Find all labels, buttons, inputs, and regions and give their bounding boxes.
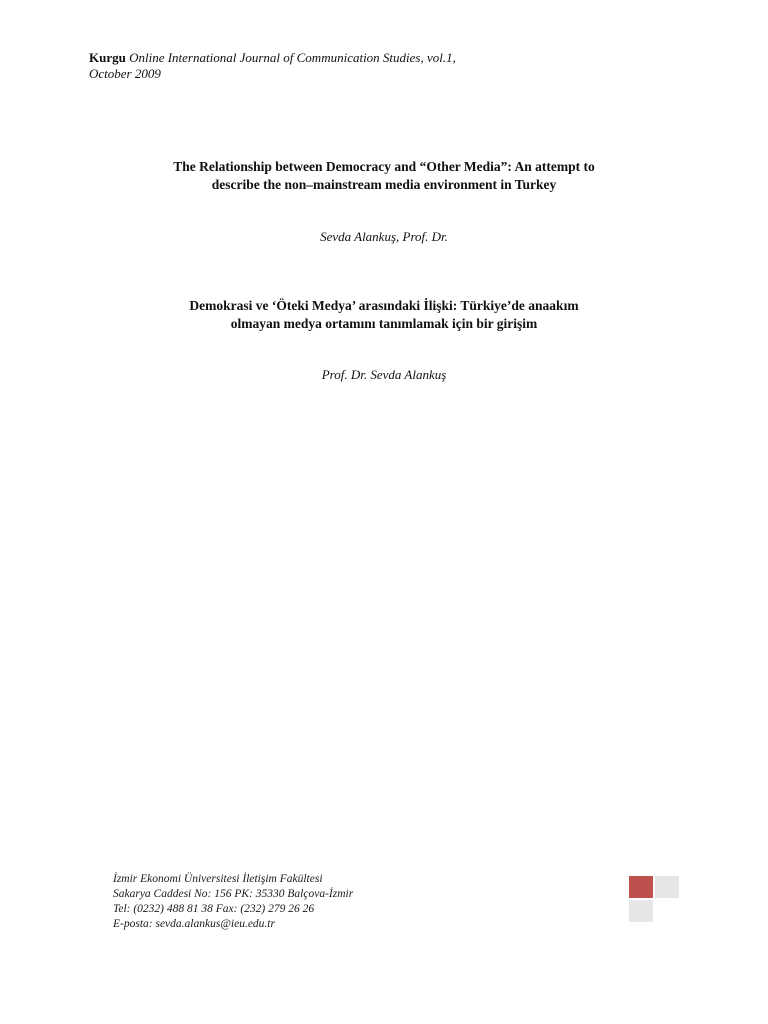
turkish-title-line-2: olmayan medya ortamını tanımlamak için bir girişim xyxy=(230,316,538,331)
turkish-author: Prof. Dr. Sevda Alankuş xyxy=(321,367,447,382)
english-title xyxy=(100,158,668,194)
footer-email: E-posta: sevda.alankus@ieu.edu.tr xyxy=(113,918,275,930)
english-title-line-1: The Relationship between Democracy and “Other Media”: An attempt to xyxy=(173,159,595,174)
footer-phone: Tel: (0232) 488 81 38 Fax: (232) 279 26 26 xyxy=(113,903,315,915)
english-title-line-2: describe the non–mainstream media environment in Turkey xyxy=(211,177,557,192)
english-author: Sevda Alankuş, Prof. Dr. xyxy=(320,229,448,244)
logo-gray-square-bottom xyxy=(629,900,653,922)
journal-header xyxy=(89,50,549,82)
journal-line: Online International Journal of Communication Studies, vol.1, xyxy=(129,50,456,65)
footer-street: Sakarya Caddesi No: 156 PK: 35330 Balçova-İzmir xyxy=(113,888,354,900)
footer-address xyxy=(113,872,533,932)
logo-gray-square-right xyxy=(655,876,679,898)
turkish-title xyxy=(100,297,668,333)
university-logo-icon xyxy=(629,876,679,924)
logo-red-square xyxy=(629,876,653,898)
turkish-title-line-1: Demokrasi ve ‘Öteki Medya’ arasındaki İlişki: Türkiye’de anaakım xyxy=(189,298,579,313)
journal-brand: Kurgu xyxy=(89,50,126,65)
footer-institution: İzmir Ekonomi Üniversitesi İletişim Fakültesi xyxy=(113,873,323,885)
journal-date: October 2009 xyxy=(89,66,161,81)
